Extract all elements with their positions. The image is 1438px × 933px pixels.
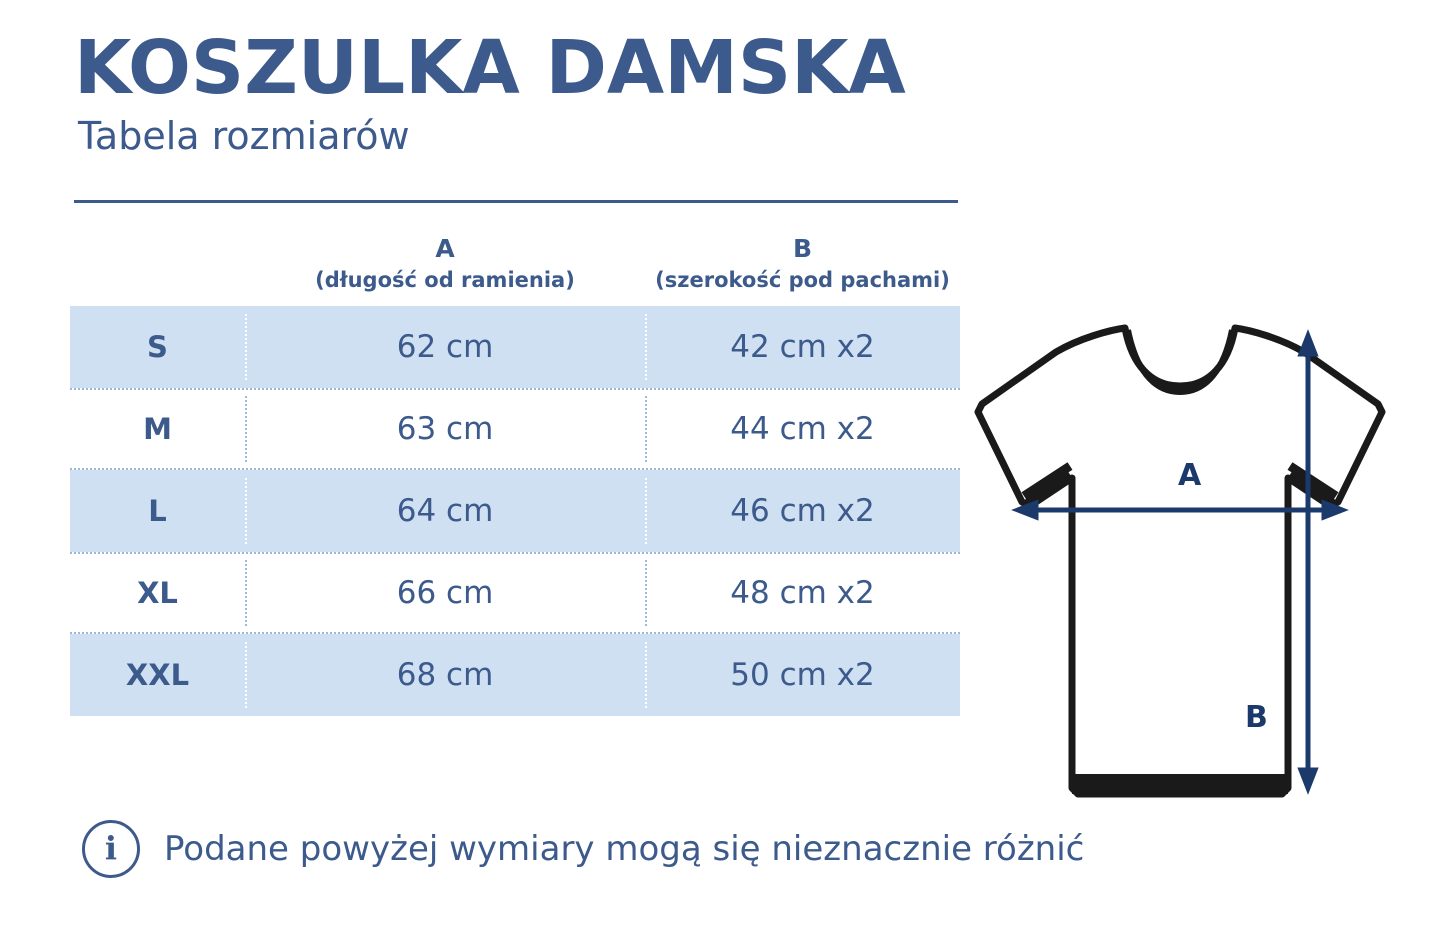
table-header-a-letter: A (435, 234, 455, 263)
footnote (82, 820, 1084, 878)
table-header-a (245, 228, 645, 306)
footnote-text: Podane powyżej wymiary mogą się nieznacznie różnić (164, 829, 1085, 869)
row-measure-a: 63 cm (245, 388, 645, 470)
table-row (70, 552, 960, 634)
row-size: XL (137, 576, 178, 610)
row-size: L (148, 494, 167, 528)
tshirt-drawing (960, 300, 1400, 830)
row-measure-b: 44 cm x2 (645, 388, 960, 470)
row-measure-b: 46 cm x2 (645, 470, 960, 552)
table-header-b-letter: B (792, 234, 813, 263)
table-header-b (645, 228, 960, 306)
row-measure-b: 48 cm x2 (645, 552, 960, 634)
table-row (70, 306, 960, 388)
table-header-size (70, 228, 245, 306)
row-measure-a: 68 cm (245, 634, 645, 716)
row-size: S (147, 330, 168, 364)
table-row (70, 634, 960, 716)
row-size: XXL (125, 658, 190, 692)
row-measure-b: 50 cm x2 (645, 634, 960, 716)
table-header-b-desc: (szerokość pod pachami) (655, 268, 950, 292)
table-row (70, 470, 960, 552)
page-title: KOSZULKA DAMSKA (74, 25, 906, 111)
tshirt-illustration (960, 300, 1400, 830)
dimension-label-a: A (1178, 458, 1202, 493)
row-measure-a: 66 cm (245, 552, 645, 634)
table-header-a-desc: (długość od ramienia) (315, 268, 575, 292)
table-row (70, 388, 960, 470)
header-divider (74, 200, 958, 203)
size-table (70, 228, 960, 716)
row-measure-a: 64 cm (245, 470, 645, 552)
table-header-row (70, 228, 960, 306)
dimension-label-b: B (1245, 700, 1268, 735)
info-icon: i (82, 820, 140, 878)
header (74, 25, 974, 158)
row-size: M (143, 412, 172, 446)
row-measure-a: 62 cm (245, 306, 645, 388)
row-measure-b: 42 cm x2 (645, 306, 960, 388)
page-subtitle: Tabela rozmiarów (78, 113, 410, 158)
